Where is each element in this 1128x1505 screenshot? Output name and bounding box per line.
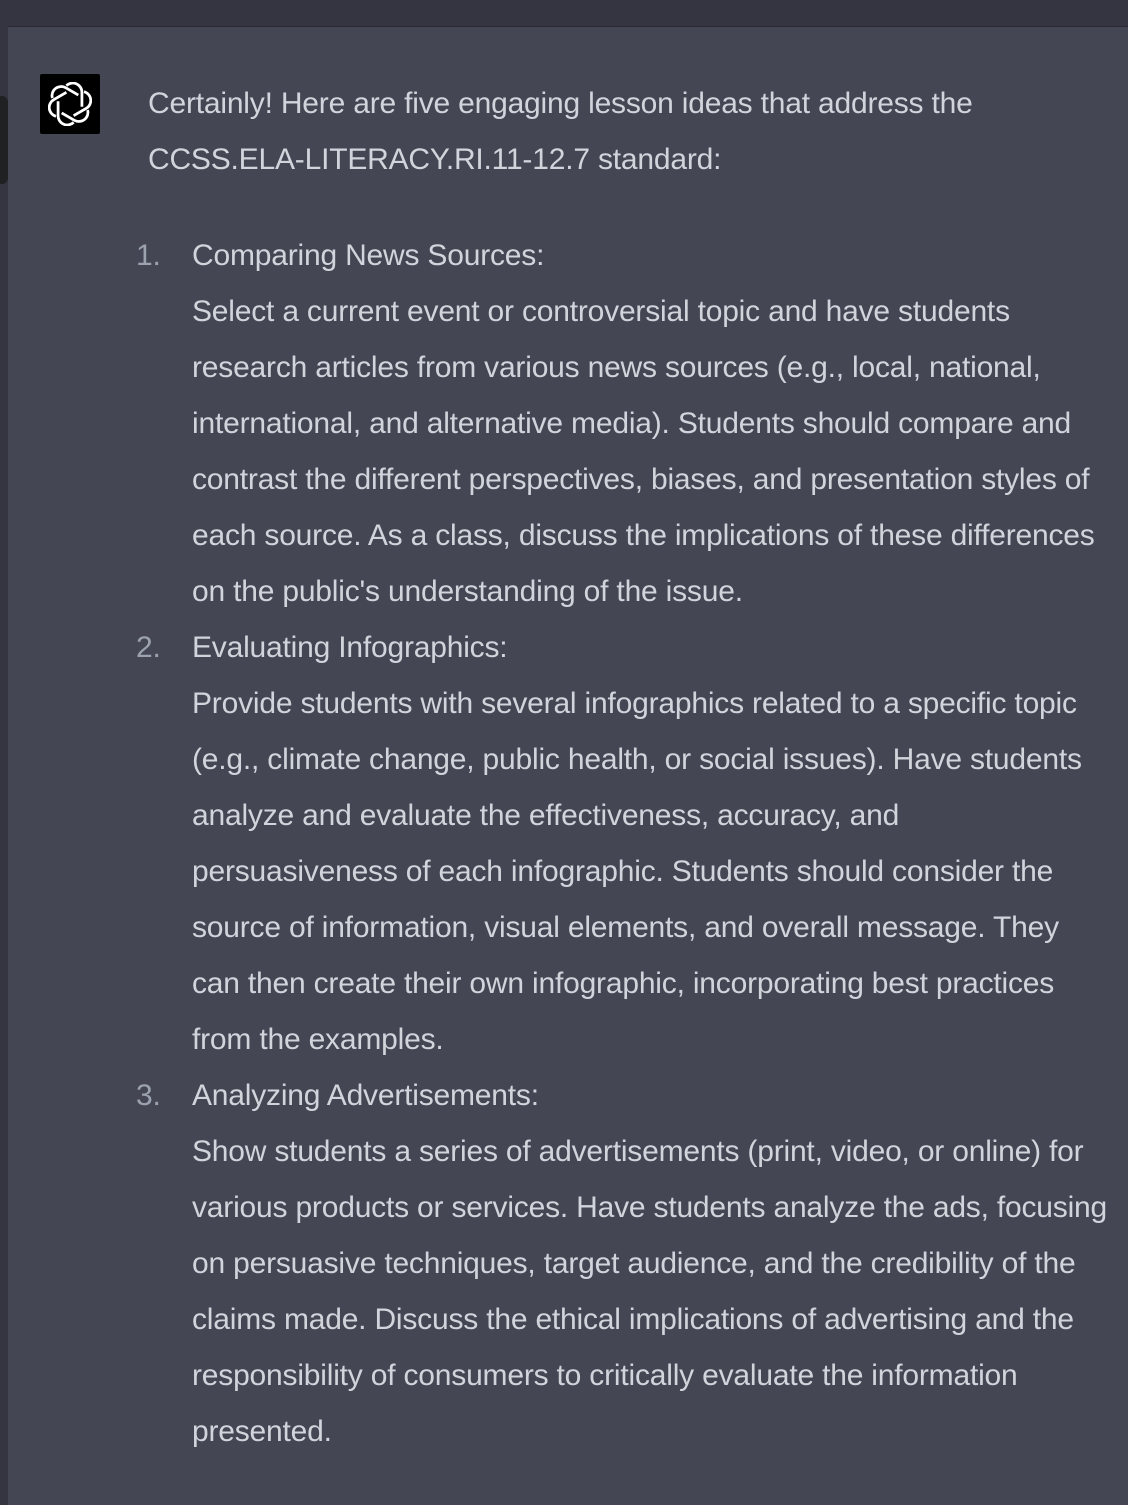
list-number: 1. <box>136 239 161 272</box>
list-number: 2. <box>136 631 161 664</box>
sidebar-handle[interactable] <box>0 96 8 184</box>
list-item <box>136 228 1108 620</box>
list-item <box>136 1068 1108 1460</box>
idea-body: Provide students with several infographics related to a specific topic (e.g., climate change, public health, or social issues). Have students analyze and evaluate the effectiveness, accuracy, and persuasiveness of each infographic. Students should consider the source of information, visual elements, and overall message. They can then create their own infographic, incorporating best practices from the examples. <box>192 687 1082 1056</box>
idea-body: Show students a series of advertisements (print, video, or online) for various products or services. Have students analyze the ads, focusing on persuasive techniques, target audience, and the credibility of the claims made. Discuss the ethical implications of advertising and the responsibility of consumers to critically evaluate the information presented. <box>192 1135 1108 1448</box>
openai-logo-icon <box>48 82 92 126</box>
idea-body: Select a current event or controversial topic and have students research articles from various news sources (e.g., local, national, international, and alternative media). Students should compare and contrast the different perspectives, biases, and presentation styles of each source. As a class, discuss the implications of these differences on the public's understanding of the issue. <box>192 295 1095 608</box>
list-number: 3. <box>136 1079 161 1112</box>
lesson-ideas-list <box>136 228 1108 1460</box>
idea-title: Evaluating Infographics: <box>192 631 508 664</box>
assistant-message <box>136 76 1108 1460</box>
assistant-avatar <box>40 74 100 134</box>
idea-title: Comparing News Sources: <box>192 239 545 272</box>
list-item <box>136 620 1108 1068</box>
idea-title: Analyzing Advertisements: <box>192 1079 539 1112</box>
top-bar <box>0 0 1128 27</box>
message-intro: Certainly! Here are five engaging lesson ideas that address the CCSS.ELA-LITERACY.RI.11-12.7 standard: <box>148 87 973 176</box>
sidebar-edge <box>0 26 8 1505</box>
